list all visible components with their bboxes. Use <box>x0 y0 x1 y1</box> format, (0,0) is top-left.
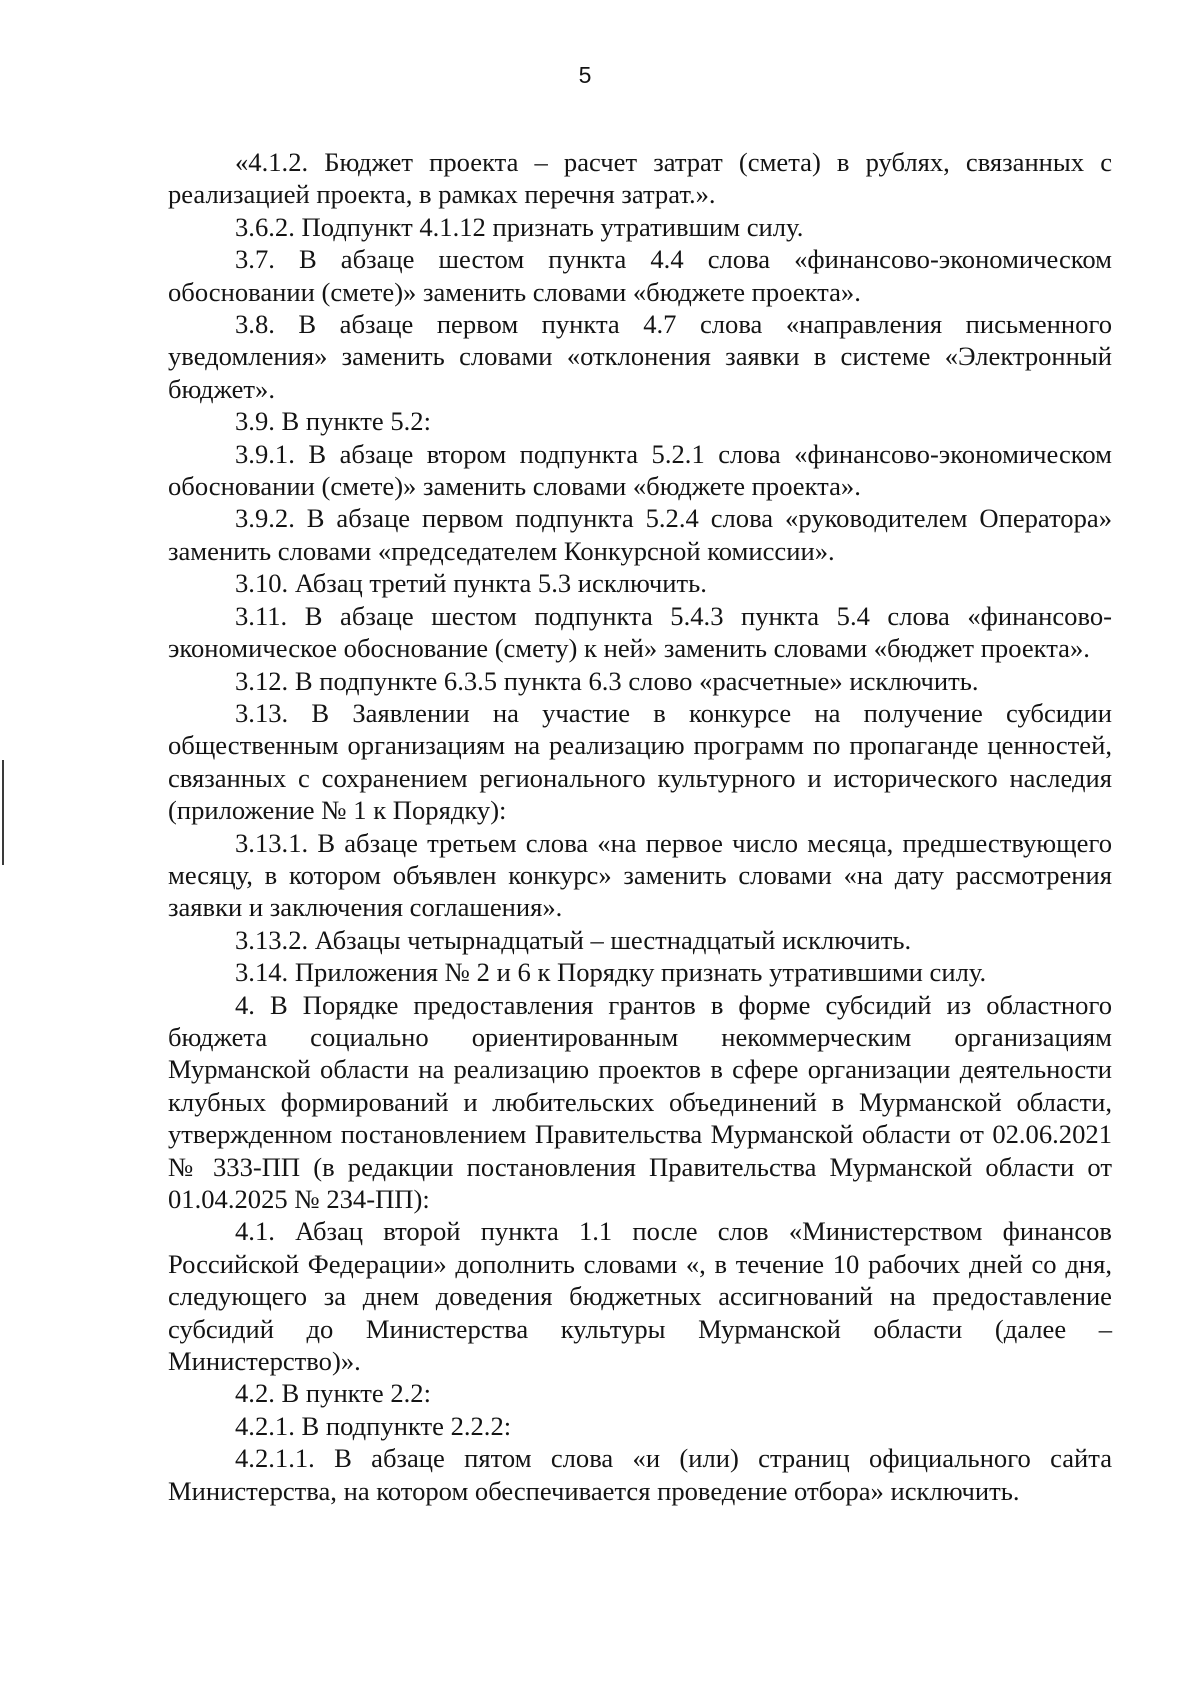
paragraph-3-12: 3.12. В подпункте 6.3.5 пункта 6.3 слово «расчетные» исключить. <box>235 665 979 696</box>
paragraph-3-13-2: 3.13.2. Абзацы четырнадцатый – шестнадцатый исключить. <box>235 924 912 955</box>
paragraph-4-2-1-1: 4.2.1.1. В абзаце пятом слова «и (или) страниц официального сайта Министерства, на котором обеспечивается проведение отбора» исключить. <box>168 1443 1112 1506</box>
paragraph-3-6-2: 3.6.2. Подпункт 4.1.12 признать утратившим силу. <box>235 211 804 242</box>
paragraph-3-13-1: 3.13.1. В абзаце третьем слова «на первое число месяца, предшествующего месяцу, в котором объявлен конкурс» заменить словами «на дату рассмотрения заявки и заключения соглашения». <box>168 827 1112 923</box>
paragraph-4: 4. В Порядке предоставления грантов в форме субсидий из областного бюджета социально ориентированным некоммерческим организациям Мурманской области на реализацию проектов в сфере организации деятельности клубных формирований и любительских объединений в Мурманской области, утвержденном постановлением Правительства Мурманской области от 02.06.2021 № 333-ПП (в редакции постановления Правительства Мурманской области от 01.04.2025 № 234-ПП): <box>168 989 1112 1214</box>
paragraph-3-9: 3.9. В пункте 5.2: <box>235 406 431 437</box>
paragraph-4-2-1: 4.2.1. В подпункте 2.2.2: <box>235 1410 512 1441</box>
page-number: 5 <box>578 62 592 88</box>
paragraph-3-9-2: 3.9.2. В абзаце первом подпункта 5.2.4 слова «руководителем Оператора» заменить словами «председателем Конкурсной комиссии». <box>168 503 1112 566</box>
paragraph-4-1-2-quote: «4.1.2. Бюджет проекта – расчет затрат (смета) в рублях, связанных с реализацией проекта, в рамках перечня затрат.». <box>168 147 1112 210</box>
paragraph-3-10: 3.10. Абзац третий пункта 5.3 исключить. <box>235 568 707 599</box>
paragraph-3-11: 3.11. В абзаце шестом подпункта 5.4.3 пункта 5.4 слова «финансово-экономическое обоснование (смету) к ней» заменить словами «бюджет проекта». <box>168 600 1112 664</box>
paragraph-3-13: 3.13. В Заявлении на участие в конкурсе на получение субсидии общественным организациям на реализацию программ по пропаганде ценностей, связанных с сохранением регионального культурного и исторического наследия (приложение № 1 к Порядку): <box>168 697 1112 826</box>
scan-edge-mark <box>2 760 4 865</box>
paragraph-3-9-1: 3.9.1. В абзаце втором подпункта 5.2.1 слова «финансово-экономическом обосновании (смете)» заменить словами «бюджете проекта». <box>168 438 1112 502</box>
paragraph-3-8: 3.8. В абзаце первом пункта 4.7 слова «направления письменного уведомления» заменить словами «отклонения заявки в системе «Электронный бюджет». <box>168 309 1112 404</box>
paragraph-3-7: 3.7. В абзаце шестом пункта 4.4 слова «финансово-экономическом обосновании (смете)» заменить словами «бюджете проекта». <box>168 244 1112 307</box>
document-body <box>168 146 1112 1507</box>
paragraph-4-2: 4.2. В пункте 2.2: <box>235 1378 431 1409</box>
paragraph-4-1: 4.1. Абзац второй пункта 1.1 после слов «Министерством финансов Российской Федерации» дополнить словами «, в течение 10 рабочих дней со дня, следующего за днем доведения бюджетных ассигнований на предоставление субсидий до Министерства культуры Мурманской области (далее – Министерство)». <box>168 1216 1112 1377</box>
paragraph-3-14: 3.14. Приложения № 2 и 6 к Порядку признать утратившими силу. <box>235 957 987 988</box>
